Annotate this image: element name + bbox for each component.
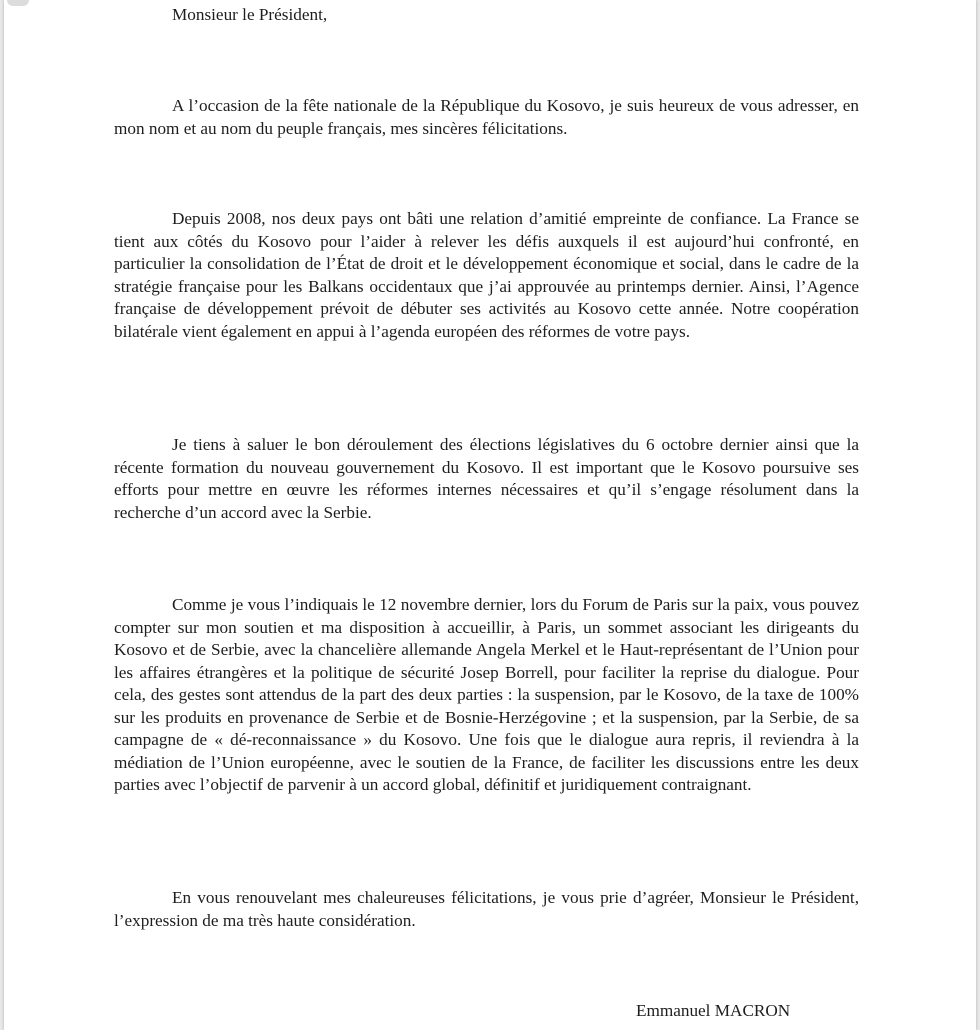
signature: Emmanuel MACRON <box>636 1001 791 1020</box>
paragraph-dialogue: Comme je vous l’indiquais le 12 novembre dernier, lors du Forum de Paris sur la paix, vous pouvez compter sur mon soutien et ma disposition à accueillir, à Paris, un sommet associant les dirigeants du Kosovo et de Serbie, avec la chancelière allemande Angela Merkel et le Haut-représentant de l’Union pour les affaires étrangères et la politique de sécurité Josep Borrell, pour faciliter la reprise du dialogue. Pour cela, des gestes sont attendus de la part des deux parties : la suspension, par le Kosovo, de la taxe de 100% sur les produits en provenance de Serbie et de Bosnie-Herzégovine ; et la suspension, par la Serbie, de sa campagne de « dé-reconnaissance » du Kosovo. Une fois que le dialogue aura repris, il reviendra à la médiation de l’Union européenne, avec le soutien de la France, de faciliter les discussions entre les deux parties avec l’objectif de parvenir à un accord global, définitif et juridiquement contraignant. <box>114 595 859 794</box>
paragraph-relations: Depuis 2008, nos deux pays ont bâti une relation d’amitié empreinte de confiance. La France se tient aux côtés du Kosovo pour l’aider à relever les défis auxquels il est aujourd’hui confronté, en particulier la consolidation de l’État de droit et le développement économique et social, dans le cadre de la stratégie française pour les Balkans occidentaux que j’ai approuvée au printemps dernier. Ainsi, l’Agence française de développement prévoit de débuter ses activités au Kosovo cette année. Notre coopération bilatérale vient également en appui à l’agenda européen des réformes de votre pays. <box>114 209 859 341</box>
letter-page <box>4 0 976 1030</box>
paragraph-closing: En vous renouvelant mes chaleureuses félicitations, je vous prie d’agréer, Monsieur le Président, l’expression de ma très haute considération. <box>114 888 859 930</box>
paragraph-elections: Je tiens à saluer le bon déroulement des élections législatives du 6 octobre dernier ainsi que la récente formation du nouveau gouvernement du Kosovo. Il est important que le Kosovo poursuive ses efforts pour mettre en œuvre les réformes internes nécessaires et qu’il s’engage résolument dans la recherche d’un accord avec la Serbie. <box>114 435 859 522</box>
salutation: Monsieur le Président, <box>172 5 328 24</box>
corner-mark <box>7 0 29 6</box>
paragraph-greeting: A l’occasion de la fête nationale de la République du Kosovo, je suis heureux de vous adresser, en mon nom et au nom du peuple français, mes sincères félicitations. <box>114 96 859 138</box>
